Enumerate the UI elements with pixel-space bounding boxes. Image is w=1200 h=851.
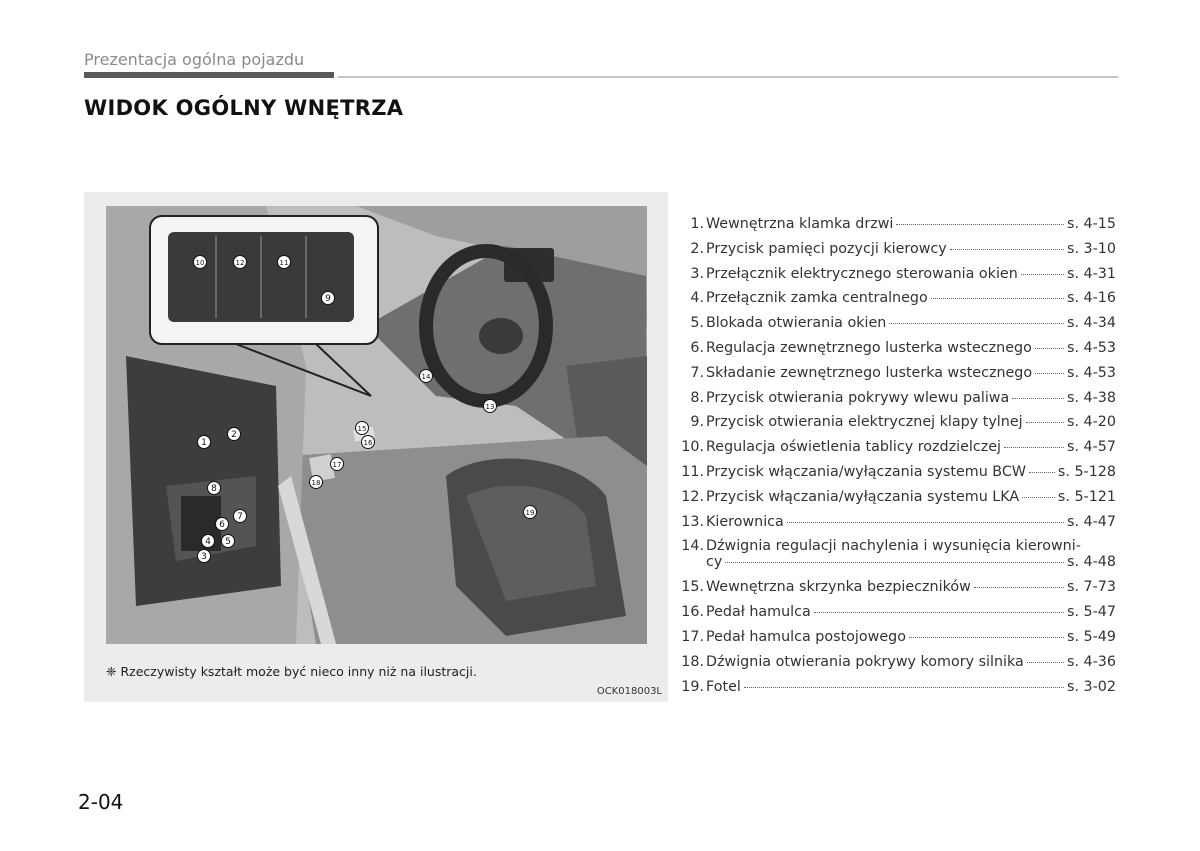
svg-text:13: 13	[485, 403, 495, 411]
page-title: WIDOK OGÓLNY WNĘTRZA	[84, 96, 404, 120]
list-item	[676, 266, 1116, 291]
interior-illustration	[106, 206, 647, 644]
item-page-ref: s. 4-15	[1067, 216, 1116, 232]
callout-5	[222, 535, 235, 548]
item-label: Przełącznik zamka centralnego	[706, 290, 928, 307]
item-page-ref: s. 5-121	[1057, 488, 1116, 505]
interior-drawing	[106, 206, 647, 644]
item-page-ref: s. 5-49	[1067, 628, 1116, 645]
leader-dots	[744, 687, 1064, 688]
svg-text:9: 9	[325, 294, 331, 304]
item-page-ref: s. 3-02	[1067, 678, 1116, 695]
item-page-ref: s. 3-10	[1067, 240, 1116, 257]
item-page-ref: s. 5-128	[1057, 463, 1116, 480]
item-number: 5.	[690, 315, 704, 332]
leader-dots	[1012, 398, 1064, 399]
svg-text:1: 1	[201, 438, 207, 448]
item-number: 10.	[681, 439, 704, 456]
item-number: 1.	[690, 216, 704, 232]
leader-dots	[950, 249, 1064, 250]
svg-text:14: 14	[421, 373, 431, 381]
leader-dots	[896, 224, 1064, 225]
item-label: Regulacja zewnętrznego lusterka wstecznego	[706, 339, 1032, 356]
callout-3	[198, 550, 211, 563]
leader-dots	[931, 298, 1064, 299]
svg-text:4: 4	[205, 537, 211, 547]
list-item	[676, 514, 1116, 539]
callout-8	[208, 482, 221, 495]
callout-19	[524, 506, 537, 519]
item-page-ref: s. 4-53	[1067, 364, 1116, 381]
item-number: 7.	[690, 364, 704, 381]
leader-dots	[725, 562, 1064, 563]
item-label: Dźwignia otwierania pokrywy komory silnika	[706, 653, 1024, 670]
leader-dots	[909, 637, 1064, 638]
item-page-ref: s. 7-73	[1067, 579, 1116, 596]
item-label: Pedał hamulca postojowego	[706, 628, 906, 645]
item-label: Przycisk włączania/wyłączania systemu BCW	[706, 463, 1026, 480]
item-number: 11.	[681, 463, 704, 480]
item-number: 2.	[690, 240, 704, 257]
item-number: 8.	[690, 389, 704, 406]
list-item	[676, 464, 1116, 489]
callout-6	[216, 518, 229, 531]
figure-note: ❈ Rzeczywisty kształt może być nieco inny niż na ilustracji.	[106, 664, 477, 679]
leader-dots	[1026, 422, 1064, 423]
leader-dots	[1004, 447, 1064, 448]
callout-7	[234, 510, 247, 523]
callout-4	[202, 535, 215, 548]
page-number: 2-04	[78, 790, 124, 814]
figure-code: OCK018003L	[596, 686, 662, 697]
callout-2	[228, 428, 241, 441]
leader-dots	[1021, 274, 1064, 275]
leader-dots	[1029, 472, 1055, 473]
item-number: 18.	[681, 653, 704, 670]
svg-text:12: 12	[235, 259, 245, 267]
item-label: Przycisk pamięci pozycji kierowcy	[706, 240, 947, 257]
callout-15	[356, 422, 369, 435]
list-item	[676, 216, 1116, 241]
section-title: Prezentacja ogólna pojazdu	[84, 50, 305, 69]
leader-dots	[1022, 497, 1055, 498]
svg-text:2: 2	[231, 430, 237, 440]
list-item	[676, 579, 1116, 604]
svg-text:7: 7	[237, 512, 243, 522]
list-item	[676, 538, 1116, 579]
list-item	[676, 241, 1116, 266]
item-page-ref: s. 4-48	[1067, 554, 1116, 571]
item-label: Wewnętrzna klamka drzwi	[706, 216, 894, 232]
list-item	[676, 414, 1116, 439]
callout-18	[310, 476, 323, 489]
list-item	[676, 340, 1116, 365]
item-page-ref: s. 5-47	[1067, 604, 1116, 621]
svg-text:16: 16	[363, 439, 373, 447]
item-page-ref: s. 4-47	[1067, 513, 1116, 530]
section-header	[84, 50, 1118, 80]
svg-text:10: 10	[195, 259, 205, 267]
item-page-ref: s. 4-53	[1067, 339, 1116, 356]
item-label: Wewnętrzna skrzynka bezpieczników	[706, 579, 971, 596]
item-label: Blokada otwierania okien	[706, 315, 887, 332]
callout-9	[322, 292, 335, 305]
svg-text:6: 6	[219, 520, 225, 530]
item-page-ref: s. 4-36	[1067, 653, 1116, 670]
list-item	[676, 629, 1116, 654]
leader-dots	[814, 612, 1064, 613]
item-number: 12.	[681, 488, 704, 505]
item-label: Przycisk otwierania pokrywy wlewu paliwa	[706, 389, 1010, 406]
callout-12	[234, 256, 247, 269]
item-label: Przycisk otwierania elektrycznej klapy tylnej	[706, 414, 1023, 431]
item-label: Dźwignia regulacji nachylenia i wysunięcia kierowni-	[706, 538, 1081, 555]
svg-text:3: 3	[201, 552, 207, 562]
list-item	[676, 390, 1116, 415]
item-label: Pedał hamulca	[706, 604, 811, 621]
component-list	[676, 216, 1116, 703]
item-label: Kierownica	[706, 513, 784, 530]
leader-dots	[1035, 348, 1064, 349]
leader-dots	[1035, 373, 1064, 374]
item-page-ref: s. 4-20	[1067, 414, 1116, 431]
leader-dots	[787, 522, 1064, 523]
svg-text:15: 15	[357, 425, 367, 433]
svg-text:18: 18	[311, 479, 321, 487]
item-page-ref: s. 4-34	[1067, 315, 1116, 332]
header-rule-light	[338, 76, 1118, 78]
item-number: 4.	[690, 290, 704, 307]
item-number: 6.	[690, 339, 704, 356]
item-label: Fotel	[706, 678, 741, 695]
item-number: 13.	[681, 513, 704, 530]
item-page-ref: s. 4-16	[1067, 290, 1116, 307]
item-number: 9.	[690, 414, 704, 431]
list-item	[676, 604, 1116, 629]
leader-dots	[889, 323, 1064, 324]
list-item	[676, 290, 1116, 315]
svg-text:19: 19	[525, 509, 535, 517]
leader-dots	[974, 587, 1064, 588]
item-number: 15.	[681, 579, 704, 596]
list-item	[676, 679, 1116, 704]
list-item	[676, 489, 1116, 514]
svg-text:5: 5	[225, 537, 231, 547]
item-page-ref: s. 4-38	[1067, 389, 1116, 406]
callout-1	[198, 436, 211, 449]
item-label: Składanie zewnętrznego lusterka wstecznego	[706, 364, 1033, 381]
item-number: 16.	[681, 604, 704, 621]
callout-17	[331, 458, 344, 471]
list-item	[676, 315, 1116, 340]
item-number: 14.	[681, 538, 704, 555]
item-page-ref: s. 4-31	[1067, 265, 1116, 282]
item-number: 17.	[681, 628, 704, 645]
list-item	[676, 439, 1116, 464]
callout-13	[484, 400, 497, 413]
callout-14	[420, 370, 433, 383]
item-number: 3.	[690, 265, 704, 282]
header-rule-dark	[84, 72, 334, 78]
item-number: 19.	[681, 678, 704, 695]
svg-text:11: 11	[279, 259, 289, 267]
item-label: Przełącznik elektrycznego sterowania okien	[706, 265, 1018, 282]
item-label: Przycisk włączania/wyłączania systemu LKA	[706, 488, 1020, 505]
item-label: Regulacja oświetlenia tablicy rozdzielczej	[706, 439, 1001, 456]
list-item	[676, 365, 1116, 390]
callout-10	[194, 256, 207, 269]
callout-11	[278, 256, 291, 269]
callout-16	[362, 436, 375, 449]
item-label-continued: cy	[706, 554, 723, 571]
svg-text:8: 8	[211, 484, 217, 494]
svg-text:17: 17	[332, 461, 342, 469]
item-page-ref: s. 4-57	[1067, 439, 1116, 456]
figure-panel	[84, 192, 668, 702]
list-item	[676, 654, 1116, 679]
leader-dots	[1027, 662, 1064, 663]
